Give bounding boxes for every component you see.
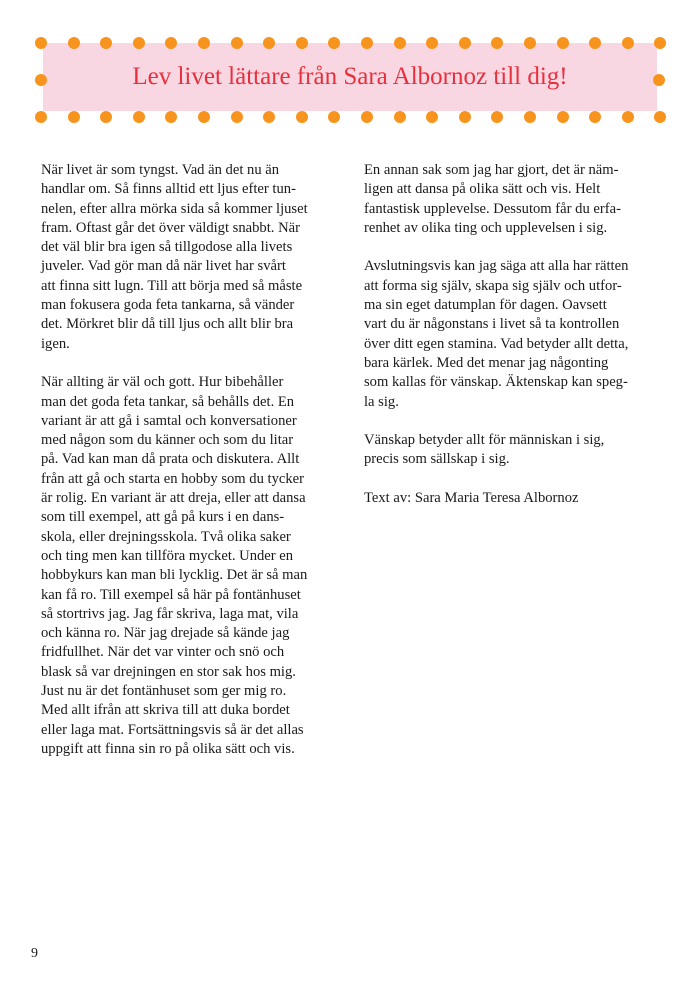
paragraph xyxy=(364,431,664,470)
border-dot xyxy=(654,111,666,123)
title-banner xyxy=(35,37,665,117)
text-line: precis som sällskap i sig. xyxy=(364,451,510,468)
text-line: från att gå och starta en hobby som du tycker xyxy=(41,470,305,487)
text-line: skola, eller drejningsskola. Två olika saker xyxy=(41,528,291,545)
text-line: Vänskap betyder allt för människan i sig, xyxy=(364,432,605,449)
text-line: När livet är som tyngst. Vad än det nu än xyxy=(41,162,280,178)
text-line: det väl blir bra igen så tillgodose alla livets xyxy=(41,239,293,256)
text-line: fridfullhet. När det var vinter och snö och xyxy=(41,644,285,661)
paragraph xyxy=(364,161,664,238)
text-line: eller laga mat. Fortsättningsvis så är det allas xyxy=(41,721,304,738)
paragraph xyxy=(41,373,341,759)
border-dot xyxy=(524,111,536,123)
text-line: att finna sitt lugn. Till att börja med så måste xyxy=(41,277,303,294)
border-dot xyxy=(263,111,275,123)
text-line: och ting men kan tillföra mycket. Under en xyxy=(41,547,294,564)
paragraph-gap xyxy=(364,238,664,257)
border-dot xyxy=(459,111,471,123)
border-dot xyxy=(557,111,569,123)
border-dot xyxy=(35,111,47,123)
border-dot xyxy=(100,111,112,123)
text-line: det. Mörkret blir då till ljus och allt blir bra xyxy=(41,316,294,333)
left-text-column xyxy=(41,161,341,759)
text-line: bara kärlek. Med det menar jag någonting xyxy=(364,354,609,371)
border-dot xyxy=(426,111,438,123)
paragraph-gap xyxy=(364,412,664,431)
text-line: över ditt egen stamina. Vad betyder allt detta, xyxy=(364,335,629,352)
border-dot xyxy=(589,111,601,123)
text-line: är rolig. En variant är att dreja, eller att dansa xyxy=(41,490,306,507)
text-line: Just nu är det fontänhuset som ger mig ro. xyxy=(41,683,287,700)
text-line: man fokusera goda feta tankarna, så vänder xyxy=(41,297,295,314)
text-line: fantastisk upplevelse. Dessutom får du erfa- xyxy=(364,200,621,217)
text-line: ma sin eget datumplan för dagen. Oavsett xyxy=(364,297,607,314)
text-line: nelen, efter allra mörka sida så kommer ljuset xyxy=(41,200,308,217)
text-line: igen. xyxy=(41,335,70,352)
text-line: En annan sak som jag har gjort, det är näm- xyxy=(364,162,619,178)
paragraph-gap xyxy=(364,470,664,489)
text-line: Avslutningsvis kan jag säga att alla har rätten xyxy=(364,258,629,275)
right-text-column xyxy=(364,161,664,508)
text-line: fram. Oftast går det över väldigt snabbt. När xyxy=(41,219,300,236)
border-dot xyxy=(68,111,80,123)
paragraph-gap xyxy=(41,354,341,373)
border-dot xyxy=(361,111,373,123)
text-line: som till exempel, att gå på kurs i en dans- xyxy=(41,509,285,526)
text-line: variant är att gå i samtal och konversationer xyxy=(41,412,297,429)
border-dot xyxy=(133,111,145,123)
paragraph xyxy=(41,161,341,354)
border-dot xyxy=(394,111,406,123)
text-line: blask så var drejningen en stor sak hos mig. xyxy=(41,663,296,680)
border-dot xyxy=(328,111,340,123)
border-dot xyxy=(231,111,243,123)
text-line: handlar om. Så finns alltid ett ljus efter tun- xyxy=(41,181,296,198)
text-line: ligen att dansa på olika sätt och vis. Helt xyxy=(364,181,601,198)
border-dot xyxy=(198,111,210,123)
text-line: När allting är väl och gott. Hur bibehåller xyxy=(41,374,284,391)
text-line: att forma sig själv, skapa sig själv och utfor- xyxy=(364,277,622,294)
text-line: hobbykurs kan man bli lycklig. Det är så man xyxy=(41,567,308,584)
border-dot xyxy=(296,111,308,123)
text-line: Text av: Sara Maria Teresa Albornoz xyxy=(364,490,579,507)
text-line: med någon som du känner och som du litar xyxy=(41,432,294,449)
text-line: så stortrivs jag. Jag får skriva, laga mat, vila xyxy=(41,605,299,622)
text-line: Med allt ifrån att skriva till att duka bordet xyxy=(41,702,290,719)
border-dot xyxy=(491,111,503,123)
text-line: på. Vad kan man då prata och diskutera. Allt xyxy=(41,451,300,468)
border-dot xyxy=(622,111,634,123)
text-line: och känna ro. När jag drejade så kände jag xyxy=(41,625,290,642)
page-title: Lev livet lättare från Sara Albornoz till dig! xyxy=(132,63,568,90)
border-dot xyxy=(165,111,177,123)
text-line: man det goda feta tankar, så behålls det. En xyxy=(41,393,295,410)
text-line: juveler. Vad gör man då när livet har svårt xyxy=(41,258,286,275)
text-line: renhet av olika ting och upplevelsen i sig. xyxy=(364,219,608,236)
text-line: kan få ro. Till exempel så här på fontänhuset xyxy=(41,586,301,603)
text-line: uppgift att finna sin ro på olika sätt och vis. xyxy=(41,740,295,757)
paragraph xyxy=(364,489,664,508)
page-number: 9 xyxy=(31,946,38,961)
text-line: la sig. xyxy=(364,393,399,410)
text-line: vart du är någonstans i livet så ta kontrollen xyxy=(364,316,620,333)
text-line: som kallas för vänskap. Äktenskap kan speg- xyxy=(364,374,628,391)
paragraph xyxy=(364,257,664,411)
